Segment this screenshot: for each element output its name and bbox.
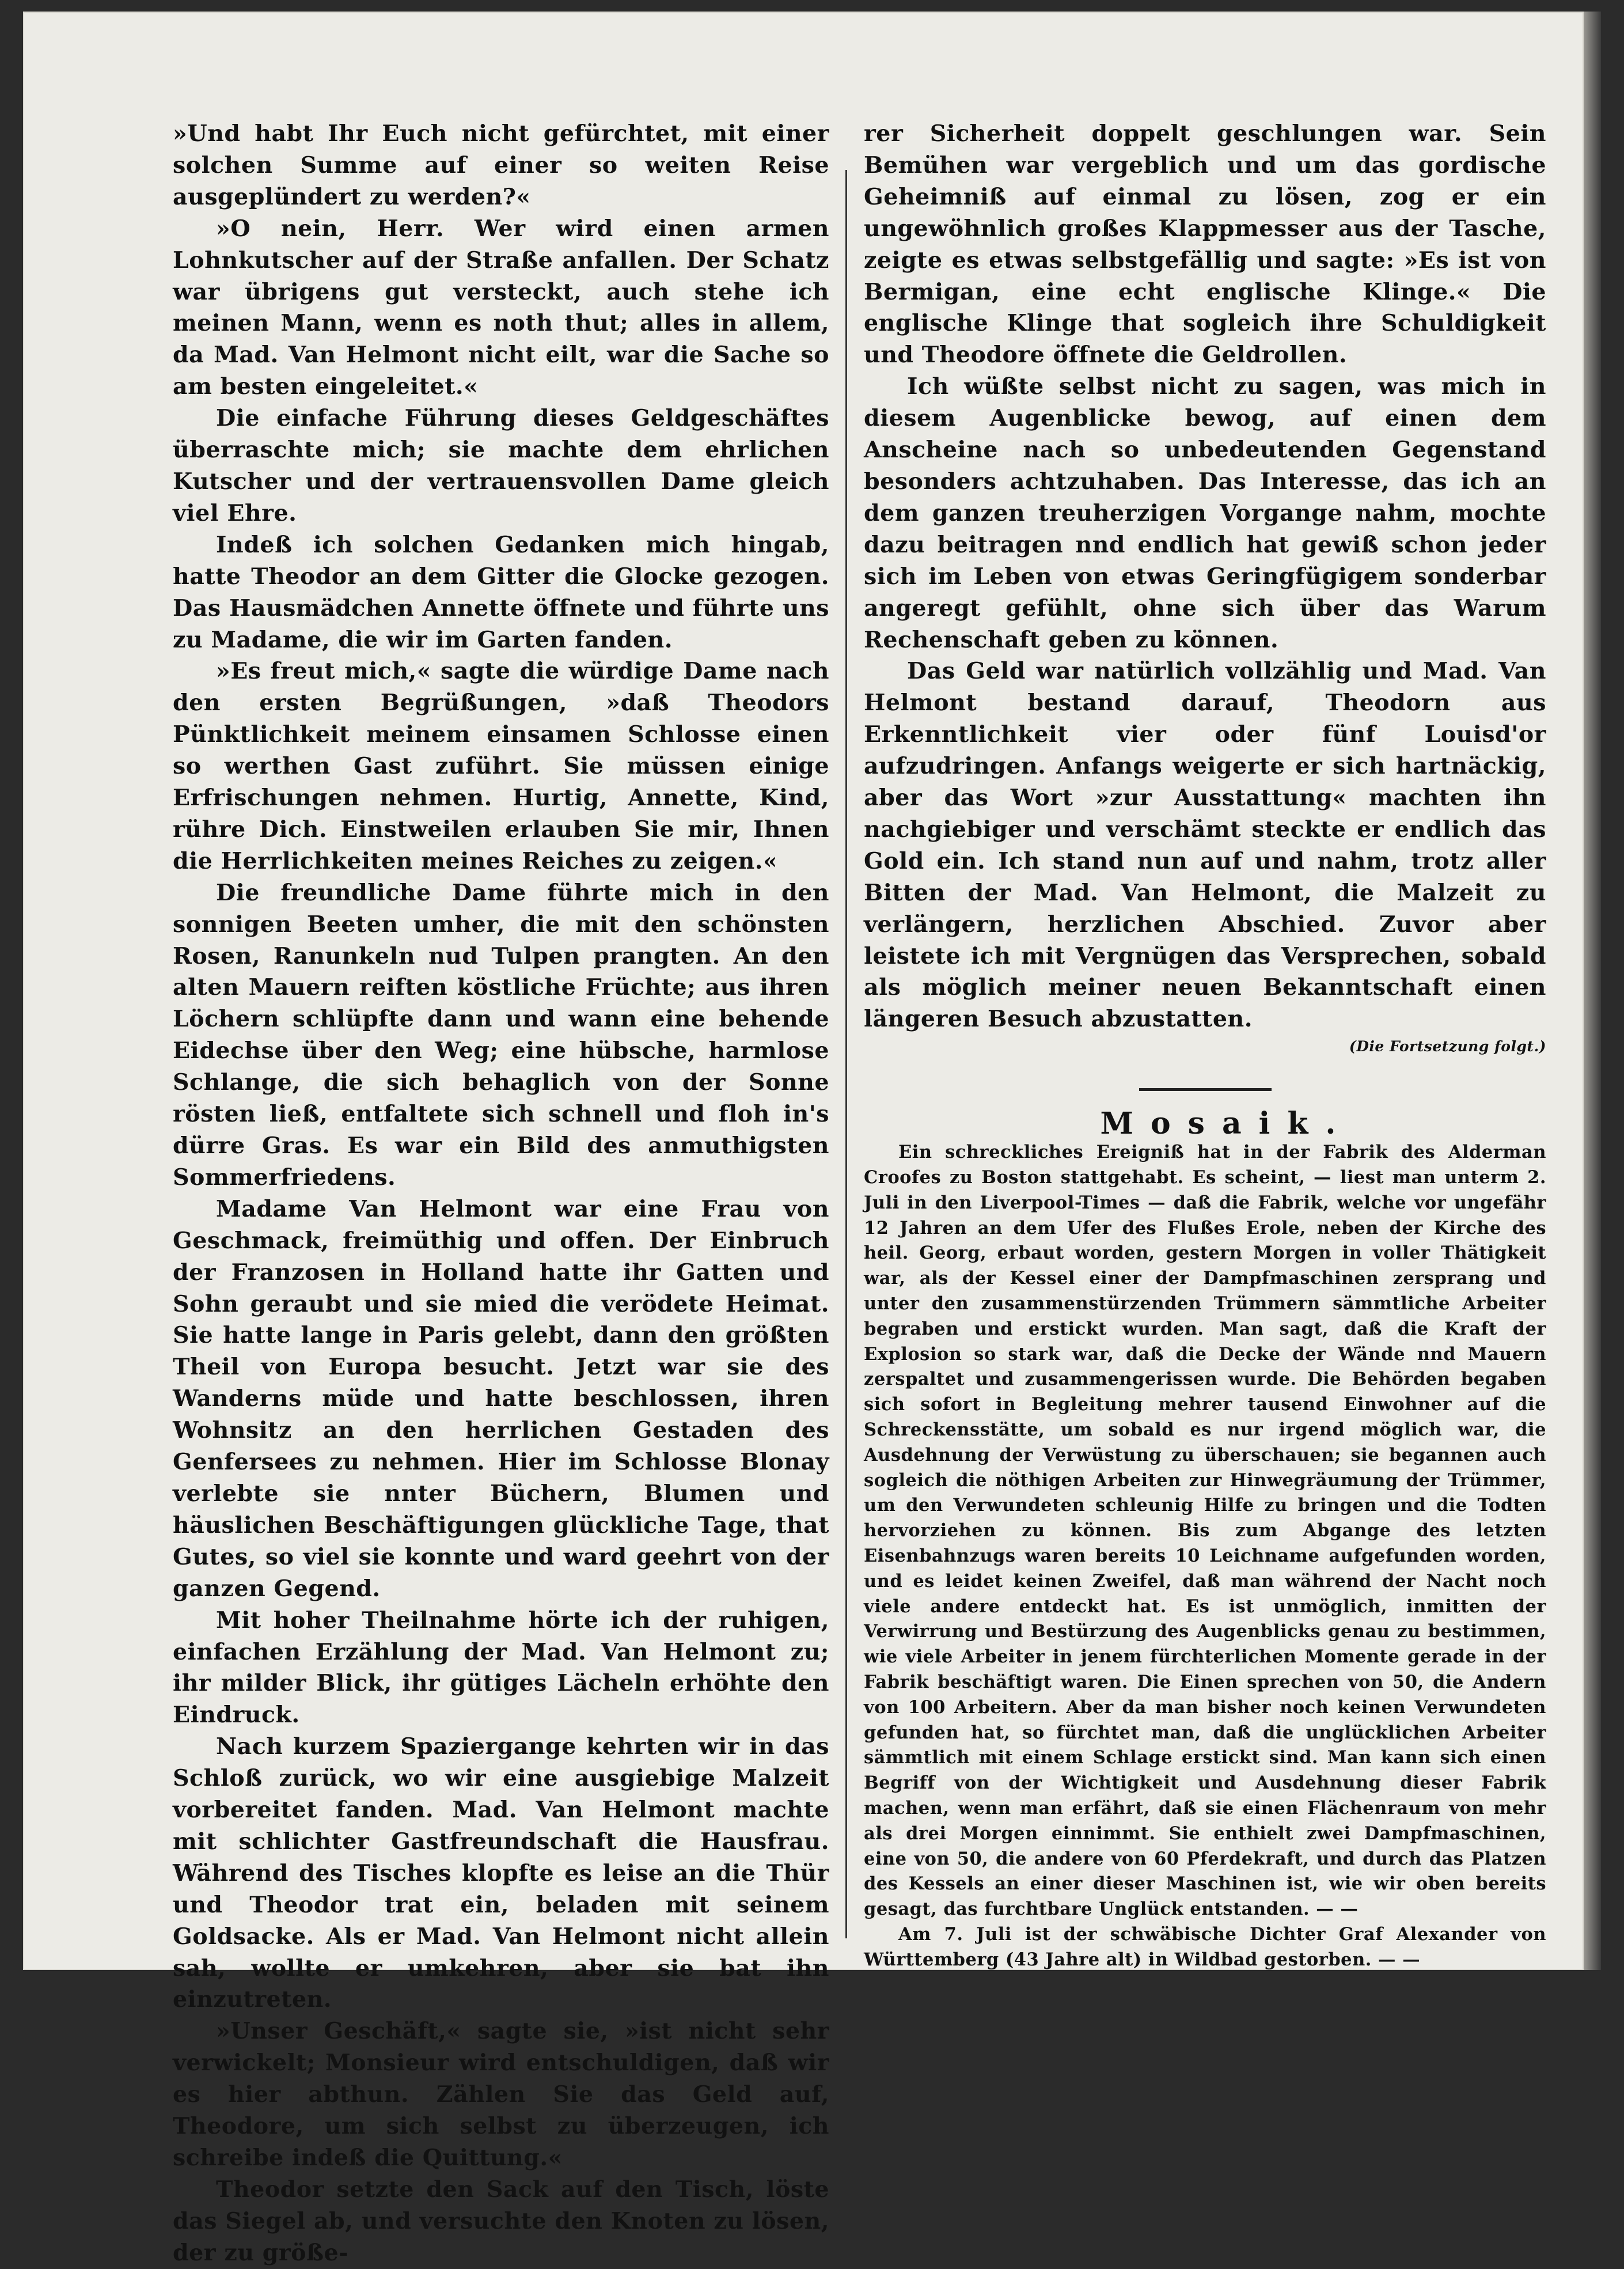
right-column xyxy=(864,118,1546,1972)
news-item: Ein schreckliches Ereigniß hat in der Fabrik des Alderman Croofes zu Boston stattgehabt. Es scheint, — liest man unterm 2. Juli in den Liverpool-Times — daß die Fabrik, welche vor ungefähr 12 Jahren an dem Ufer des Flußes Erole, neben der Kirche des heil. Georg, erbaut worden, gestern Morgen in voller Thätigkeit war, als der Kessel einer der Dampfmaschinen zersprang und unter den zusammenstürzenden Trümmern sämmtliche Arbeiter begraben und erstickt wurden. Man sagt, daß die Kraft der Explosion so stark war, daß die Decke der Wände nnd Mauern zerspaltet und zusammengerissen wurde. Die Behörden begaben sich sofort in Begleitung mehrer tausend Einwohner auf die Schreckensstätte, um sobald es nur irgend möglich war, die Ausdehnung der Verwüstung zu überschauen; sie begannen auch sogleich die nöthigen Arbeiten zur Hinwegräumung der Trümmer, um den Verwundeten schleunig Hilfe zu bringen und die Todten hervorziehen zu können. Bis zum Abgange des letzten Eisenbahnzugs waren bereits 10 Leichname aufgefunden worden, und es leidet keinen Zweifel, daß man während der Nacht noch viele andere entdeckt hat. Es ist unmöglich, inmitten der Verwirrung und Bestürzung des Augenblicks genau zu bestimmen, wie viele Arbeiter in jenem fürchterlichen Momente gerade in der Fabrik beschäftigt waren. Die Einen sprechen von 50, die Andern von 100 Arbeitern. Aber da man bisher noch keinen Verwundeten gefunden hat, so fürchtet man, daß die unglücklichen Arbeiter sämmtlich mit einem Schlage erstickt sind. Man kann sich einen Begriff von der Wichtigkeit und Ausdehnung dieser Fabrik machen, wenn man erfährt, daß sie einen Flächenraum von mehr als drei Morgen einnimmt. Sie enthielt zwei Dampfmaschinen, eine von 50, die andere von 60 Pferdekraft, und durch das Platzen des Kessels an einer dieser Maschinen ist, wie wir oben bereits gesagt, das furchtbare Unglück entstanden. — — xyxy=(864,1142,1546,1920)
left-column xyxy=(173,118,829,2269)
paragraph: Indeß ich solchen Gedanken mich hingab, hatte Theodor an dem Gitter die Glocke gezogen. Das Hausmädchen Annette öffnete und führte uns zu Madame, die wir im Garten fanden. xyxy=(173,531,829,653)
paragraph: »Unser Geschäft,« sagte sie, »ist nicht sehr verwickelt; Monsieur wird entschuldigen, daß wir es hier abthun. Zählen Sie das Geld auf, Theodore, um sich selbst zu überzeugen, ich schreibe indeß die Quittung.« xyxy=(173,2018,829,2171)
column-divider xyxy=(845,170,847,1938)
section-divider xyxy=(1139,1088,1272,1091)
paragraph: rer Sicherheit doppelt geschlungen war. Sein Bemühen war vergeblich und um das gordische Geheimniß auf einmal zu lösen, zog er ein ungewöhnlich großes Klappmesser aus der Tasche, zeigte es etwas selbstgefällig und sagte: »Es ist von Bermigan, eine echt englische Klinge.« Die englische Klinge that sogleich ihre Schuldigkeit und Theodore öffnete die Geldrollen. xyxy=(864,120,1546,369)
paragraph: Ich wüßte selbst nicht zu sagen, was mich in diesem Augenblicke bewog, auf einen dem Anscheine nach so unbedeutenden Gegenstand besonders achtzuhaben. Das Interesse, das ich an dem ganzen treuherzigen Vorgange nahm, mochte dazu beitragen nnd endlich hat gewiß schon jeder sich im Leben von etwas Geringfügigem sonderbar angeregt gefühlt, ohne sich über das Warum Rechenschaft geben zu können. xyxy=(864,373,1546,653)
paragraph: »Es freut mich,« sagte die würdige Dame nach den ersten Begrüßungen, »daß Theodors Pünktlichkeit meinem einsamen Schlosse einen so werthen Gast zuführt. Sie müssen einige Erfrischungen nehmen. Hurtig, Annette, Kind, rühre Dich. Einstweilen erlauben Sie mir, Ihnen die Herrlichkeiten meines Reiches zu zeigen.« xyxy=(173,658,829,874)
paragraph: Madame Van Helmont war eine Frau von Geschmack, freimüthig und offen. Der Einbruch der Franzosen in Holland hatte ihr Gatten und Sohn geraubt und sie mied die verödete Heimat. Sie hatte lange in Paris gelebt, dann den größten Theil von Europa besucht. Jetzt war sie des Wanderns müde und hatte beschlossen, ihren Wohnsitz an den herrlichen Gestaden des Genfersees zu nehmen. Hier im Schlosse Blonay verlebte sie nnter Büchern, Blumen und häuslichen Beschäftigungen glückliche Tage, that Gutes, so viel sie konnte und ward geehrt von der ganzen Gegend. xyxy=(173,1195,829,1602)
paragraph: »O nein, Herr. Wer wird einen armen Lohnkutscher auf der Straße anfallen. Der Schatz war übrigens gut versteckt, auch stehe ich meinen Mann, wenn es noth thut; alles in allem, da Mad. Van Helmont nicht eilt, war die Sache so am besten eingeleitet.« xyxy=(173,215,829,400)
paragraph: Die einfache Führung dieses Geldgeschäftes überraschte mich; sie machte dem ehrlichen Kutscher und der vertrauensvollen Dame gleich viel Ehre. xyxy=(173,405,829,526)
continuation-note: (Die Fortsetzung folgt.) xyxy=(1349,1038,1546,1055)
section-title: Mosaik. xyxy=(1100,1106,1353,1142)
paragraph: Theodor setzte den Sack auf den Tisch, löste das Siegel ab, und versuchte den Knoten zu lösen, der zu größe- xyxy=(173,2176,829,2266)
mosaik-section xyxy=(864,1140,1546,1972)
paragraph: Das Geld war natürlich vollzählig und Mad. Van Helmont bestand darauf, Theodorn aus Erkenntlichkeit vier oder fünf Louisd'or aufzudringen. Anfangs weigerte er sich hartnäckig, aber das Wort »zur Ausstattung« machten ihn nachgiebiger und verschämt steckte er endlich das Gold ein. Ich stand nun auf und nahm, trotz aller Bitten der Mad. Van Helmont, die Malzeit zu verlängern, herzlichen Abschied. Zuvor aber leistete ich mit Vergnügen das Versprechen, sobald als möglich meiner neuen Bekanntschaft einen längeren Besuch abzustatten. xyxy=(864,658,1546,1033)
paragraph: Nach kurzem Spaziergange kehrten wir in das Schloß zurück, wo wir eine ausgiebige Malzeit vorbereitet fanden. Mad. Van Helmont machte mit schlichter Gastfreundschaft die Hausfrau. Während des Tisches klopfte es leise an die Thür und Theodor trat ein, beladen mit seinem Goldsacke. Als er Mad. Van Helmont nicht allein sah, wollte er umkehren, aber sie bat ihn einzutreten. xyxy=(173,1733,829,2013)
page-edge xyxy=(1584,12,1601,1970)
paragraph: Mit hoher Theilnahme hörte ich der ruhigen, einfachen Erzählung der Mad. Van Helmont zu; ihr milder Blick, ihr gütiges Lächeln erhöhte den Eindruck. xyxy=(173,1607,829,1729)
paragraph: Die freundliche Dame führte mich in den sonnigen Beeten umher, die mit den schönsten Rosen, Ranunkeln nud Tulpen prangten. An den alten Mauern reiften köstliche Früchte; aus ihren Löchern schlüpfte dann und wann eine behende Eidechse über den Weg; eine hübsche, harmlose Schlange, die sich behaglich von der Sonne rösten ließ, entfaltete sich schnell und floh in's dürre Gras. Es war ein Bild des anmuthigsten Sommerfriedens. xyxy=(173,879,829,1191)
paragraph: »Und habt Ihr Euch nicht gefürchtet, mit einer solchen Summe auf einer so weiten Reise ausgeplündert zu werden?« xyxy=(173,120,829,210)
news-item: Am 7. Juli ist der schwäbische Dichter Graf Alexander von Württemberg (43 Jahre alt) in Wildbad gestorben. — — xyxy=(864,1923,1546,1970)
